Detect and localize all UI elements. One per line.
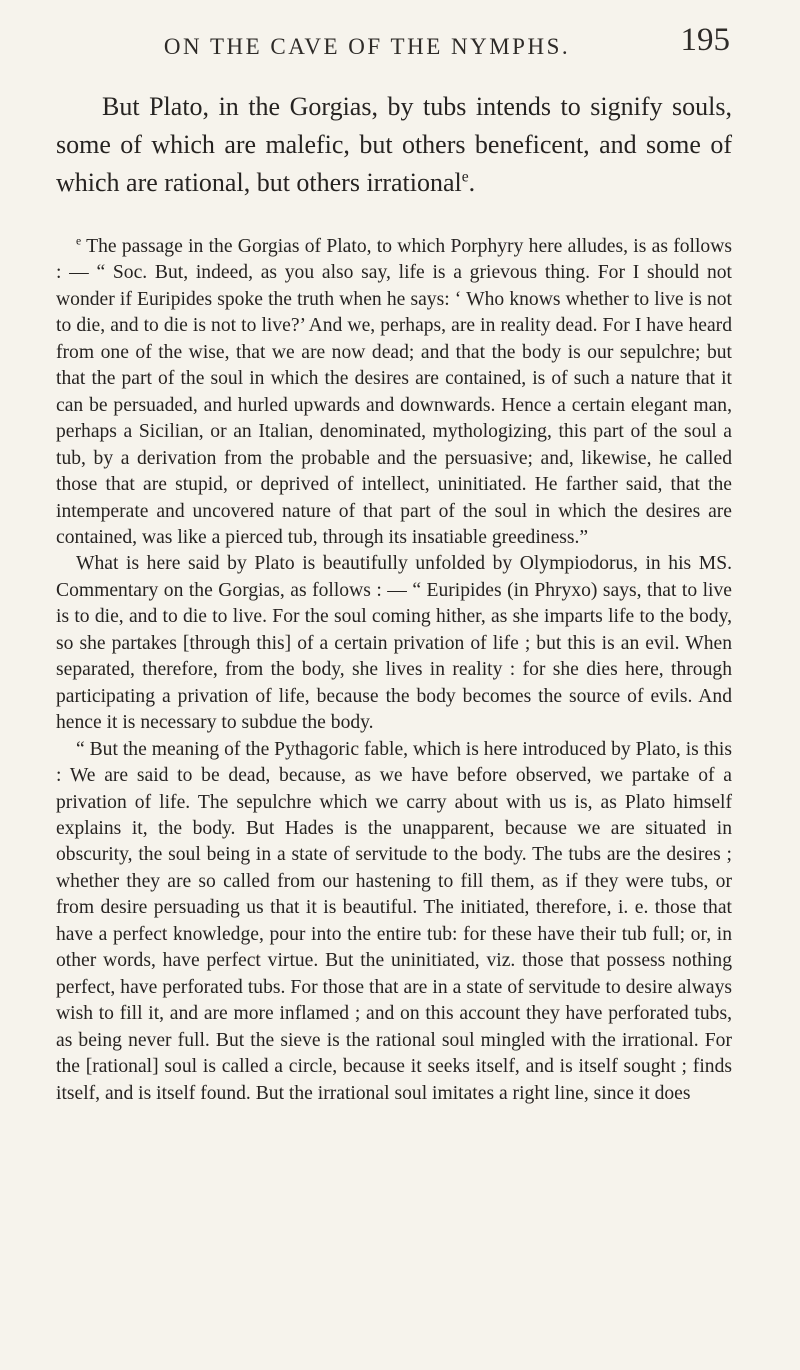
page-header bbox=[85, 20, 730, 70]
running-head: ON THE CAVE OF THE NYMPHS. bbox=[163, 34, 571, 59]
footnote-paragraph bbox=[56, 737, 732, 1107]
page-number: 195 bbox=[680, 22, 730, 58]
footnote bbox=[56, 234, 732, 1107]
footnote-paragraph-text: What is here said by Plato is beautifully unfolded by Olympiodorus, in his MS. Commentary on the Gorgias, as follows : — “ Euripides (in Phryxo) says, that to live is to die, and to die to live. For the soul coming hither, as she imparts life to the body, so she partakes [through this] of a certain privation of life ; but this is an evil. When separated, therefore, from the body, she lives in reality : for she dies here, through participating a privation of life, because the body becomes the source of evils. And hence it is necessary to subdue the body. bbox=[56, 553, 732, 734]
footnote-paragraph bbox=[56, 234, 732, 551]
main-paragraph-text: But Plato, in the Gorgias, by tubs intends to signify souls, some of which are malefic, but others beneficent, and some of which are rational, but others irrational bbox=[56, 92, 732, 197]
footnote-marker: e bbox=[76, 234, 82, 248]
main-paragraph bbox=[56, 88, 732, 202]
footnote-paragraph-text: “ But the meaning of the Pythagoric fable, which is here introduced by Plato, is this : We are said to be dead, because, as we have before observed, we partake of a privation of life. The sepulchre which we carry about with us is, as Plato himself explains it, the body. But Hades is the unapparent, because we are situated in obscurity, the soul being in a state of servitude to the body. The tubs are the desires ; whether they are so called from our hastening to fill them, as if they were tubs, or from desire persuading us that it is beautiful. The initiated, therefore, i. e. those that have a perfect knowledge, pour into the entire tub: for these have their tub full; or, in other words, have perfect virtue. But the uninitiated, viz. those that possess nothing perfect, have perforated tubs. For those that are in a state of servitude to desire always wish to fill it, and are more inflamed ; and on this account they have perforated tubs, as being never full. But the sieve is the rational soul mingled with the irrational. For the [rational] soul is called a circle, because it seeks itself, and is itself sought ; finds itself, and is itself found. But the irrational soul imitates a right line, since it does bbox=[56, 738, 732, 1104]
main-paragraph-end: . bbox=[468, 168, 476, 197]
footnote-paragraph bbox=[56, 551, 732, 736]
footnote-reference-marker: e bbox=[461, 168, 469, 186]
footnote-paragraph-text: The passage in the Gorgias of Plato, to which Porphyry here alludes, is as follows : — “ Soc. But, indeed, as you also say, life is a grievous thing. For I should not wonder if Euripides spoke the truth when he says: ‘ Who knows whether to live is not to die, and to die is not to live?’ And we, perhaps, are in reality dead. For I have heard from one of the wise, that we are now dead; and that the body is our sepulchre; but that the part of the soul in which the desires are contained, is of such a nature that it can be persuaded, and hurled upwards and downwards. Hence a certain elegant man, perhaps a Sicilian, or an Italian, denominated, mythologizing, this part of the soul a tub, by a derivation from the probable and the persuasive; and, likewise, he called those that are stupid, or deprived of intellect, uninitiated. He farther said, that the intemperate and uncovered nature of that part of the soul in which the desires are contained, was like a pierced tub, through its insatiable greediness.” bbox=[56, 236, 733, 548]
